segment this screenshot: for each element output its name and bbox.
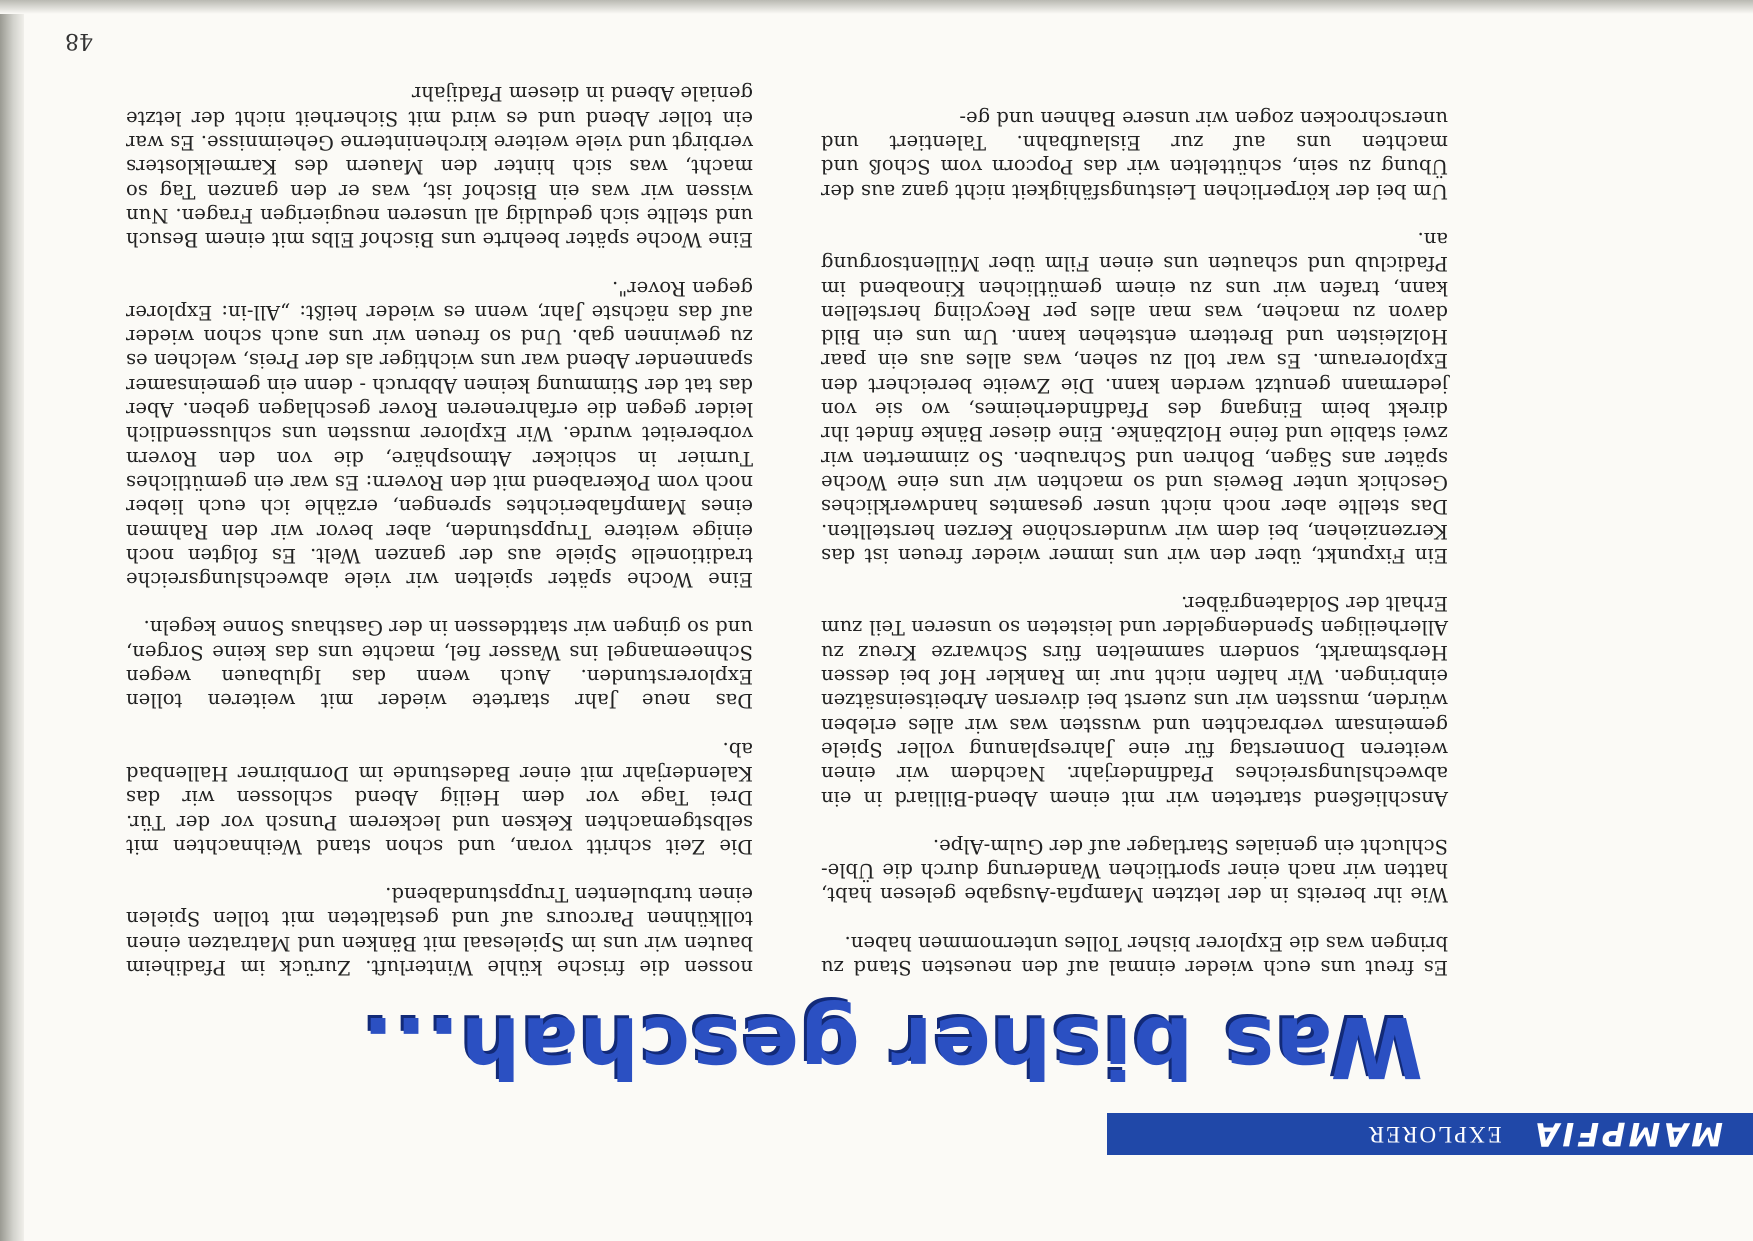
paragraph: Es freut uns euch wieder einmal auf den neuesten Stand zu bringen was die Explorer bisher Tolles unternommen haben. — [821, 931, 1448, 979]
paragraph: Eine Woche später beehrte uns Bischof Elbs mit einem Besuch und stellte sich geduldig all unseren neugierigen Fragen. Nun wissen wir was ein Bischof ist, was er den ganzen Tag so macht, was sich hinter den Mauern des Karmelklosters verbirgt und viele weitere kircheninterne Geheimnisse. Es war ein toller Abend und es wird mit Sicherheit nicht der letzte geniale Abend in diesem Pfadijahr — [126, 82, 753, 252]
paragraph: Wie ihr bereits in der letzten Mampfia-Ausgabe gelesen habt, hatten wir nach einer sportlichen Wanderung durch die Üble-Schlucht ein geniales Startlager auf der Gulm-Alpe. — [821, 834, 1448, 907]
paragraph: nossen die frische kühle Winterluft. Zurück im Pfadiheim bauten wir uns im Spielesaal mit Bänken und Matratzen einen tollkühnen Parcours auf und gestalteten mit tollen Spielen einen turbulenten Truppstundabend. — [126, 883, 753, 979]
paragraph: Ein Fixpunkt, über den wir uns immer wieder freuen ist das Kerzenziehen, bei dem wir wunderschöne Kerzen herstellten. Das stellte aber noch nicht unser gesamtes handwerkliches Geschick unter Beweis und so machten wir uns eine Woche später ans Sägen, Bohren und Schrauben. So zimmerten wir zwei stabile und feine Holzbänke. Eine dieser Bänke findet ihr direkt beim Eingang des Pfadfinderheimes, wo sie von jedermann genutzt werden kann. Die Zweite bereichert den Exploreraum. Es war toll zu sehen, was alles aus ein paar Holzleisten und Brettern entstehen kann. Um uns ein Bild davon zu machen, was man alles per Recycling herstellen kann, trafen wir uns zu einem gemütlichen Kinoabend im Pfadiclub und schauten uns einen Film über Müllentsorgung an. — [821, 227, 1448, 567]
page-binding-edge — [0, 0, 24, 1241]
paragraph: Anschließend starteten wir mit einem Abend-Billiard in ein abwechslungsreiches Pfadfinderjahr. Nachdem wir einen weiteren Donnerstag für eine Jahresplanung voller Spiele gemeinsam verbrachten und wussten was wir alles erleben würden, mussten wir uns zuerst bei diversen Arbeitseinsätzen einbringen. Wir halfen nicht nur im Rankler Hof bei dessen Herbstmarkt, sondern sammelten fürs Schwarze Kreuz zu Allerheiligen Spendengelder und leisteten so unseren Teil zum Erhalt der Soldatengräber. — [821, 592, 1448, 810]
page-number: 48 — [65, 28, 93, 53]
article-column-left — [821, 106, 1448, 980]
paragraph: Die Zeit schritt voran, und schon stand Weihnachten mit selbstgemachten Keksen und leckerem Punsch vor der Tür. Drei Tage vor dem Heilig Abend schlossen wir das Kalenderjahr mit einer Badestunde im Dornbirner Hallenbad ab. — [126, 737, 753, 858]
brand-logo: MAMPFIA — [1531, 1115, 1723, 1153]
article-title: Was bisher geschah... — [361, 998, 1423, 1096]
page-edge-shadow — [0, 0, 1753, 14]
section-banner — [1107, 1113, 1753, 1155]
section-label: EXPLORER — [1366, 1122, 1502, 1147]
paragraph: Eine Woche später spielten wir viele abwechslungsreiche traditionelle Spiele aus der ganzen Welt. Es folgten noch einige weitere Truppstunden, aber bevor wir den Rahmen eines Mampfiaberichtes sprengen, erzähle ich euch lieber noch vom Pokerabend mit den Rovern: Es war ein gemütliches Turnier in schicker Atmosphäre, die von den Rovern vorbereitet wurde. Wir Explorer mussten uns schlussendlich leider gegen die erfahreneren Rover geschlagen geben. Aber das tat der Stimmung keinen Abbruch - denn ein gemeinsamer spannender Abend war uns wichtiger als der Preis, welchen es zu gewinnen gab. Und so freuen wir uns auch schon wieder auf das nächste Jahr, wenn es wieder heißt: „All-in: Explorer gegen Rover". — [126, 276, 753, 592]
paragraph: Um bei der körperlichen Leistungsfähigkeit nicht ganz aus der Übung zu sein, schüttelten wir das Popcorn vom Schoß und machten uns auf zur Eislaufbahn. Talentiert und unerschrocken zogen wir unsere Bahnen und ge- — [821, 106, 1448, 203]
article-column-right — [126, 81, 753, 979]
paragraph: Das neue Jahr startete wieder mit weiteren tollen Explorerstunden. Auch wenn das Iglubauen wegen Schneemangel ins Wasser fiel, machte uns das keine Sorgen, und so gingen wir stattdessen in der Gasthaus Sonne kegeln. — [126, 616, 753, 713]
